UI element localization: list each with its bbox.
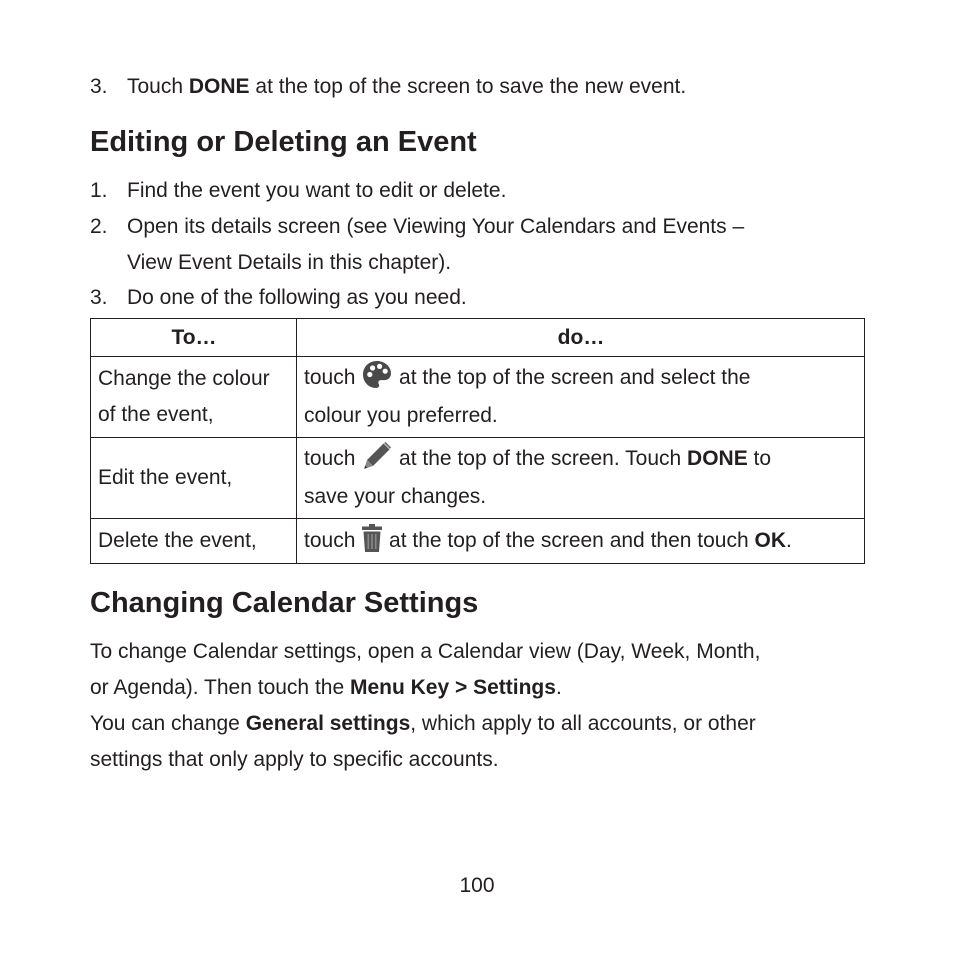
edit-options-table: [90, 318, 865, 564]
step-save-event: 3. Touch DONE at the top of the screen to save the new event.: [90, 75, 687, 98]
table-cell-do: touch at the top of the screen. Touch DONE to save your changes.: [297, 438, 865, 519]
pencil-icon: [361, 440, 393, 472]
trash-icon: [361, 522, 383, 554]
heading-calendar-settings: Changing Calendar Settings: [90, 587, 479, 619]
table-header-do: do…: [297, 319, 865, 357]
settings-paragraph-1-line-2: or Agenda). Then touch the Menu Key > Settings.: [90, 676, 562, 699]
edit-step-2: 2. Open its details screen (see Viewing Your Calendars and Events –: [90, 215, 745, 238]
heading-editing-deleting: Editing or Deleting an Event: [90, 126, 477, 158]
settings-paragraph-2-line-2: settings that only apply to specific accounts.: [90, 748, 499, 771]
edit-step-3: 3. Do one of the following as you need.: [90, 286, 467, 309]
settings-paragraph-2: You can change General settings, which apply to all accounts, or other: [90, 712, 756, 735]
edit-step-2-continuation: View Event Details in this chapter).: [127, 251, 452, 274]
page-number: 100: [459, 874, 495, 897]
table-header-to: To…: [91, 319, 297, 357]
table-row: [91, 438, 865, 519]
edit-step-1: 1. Find the event you want to edit or delete.: [90, 179, 507, 202]
table-cell-do: touch at the top of the screen and then touch OK.: [297, 519, 865, 564]
table-cell-to: Edit the event,: [91, 438, 297, 519]
settings-paragraph-1: To change Calendar settings, open a Calendar view (Day, Week, Month,: [90, 640, 761, 663]
table-row: [91, 357, 865, 438]
palette-icon: [361, 359, 393, 391]
table-cell-do: touch at the top of the screen and select the colour you preferred.: [297, 357, 865, 438]
table-header-row: [91, 319, 865, 357]
table-row: [91, 519, 865, 564]
table-cell-to: Change the colour of the event,: [91, 357, 297, 438]
table-cell-to: Delete the event,: [91, 519, 297, 564]
